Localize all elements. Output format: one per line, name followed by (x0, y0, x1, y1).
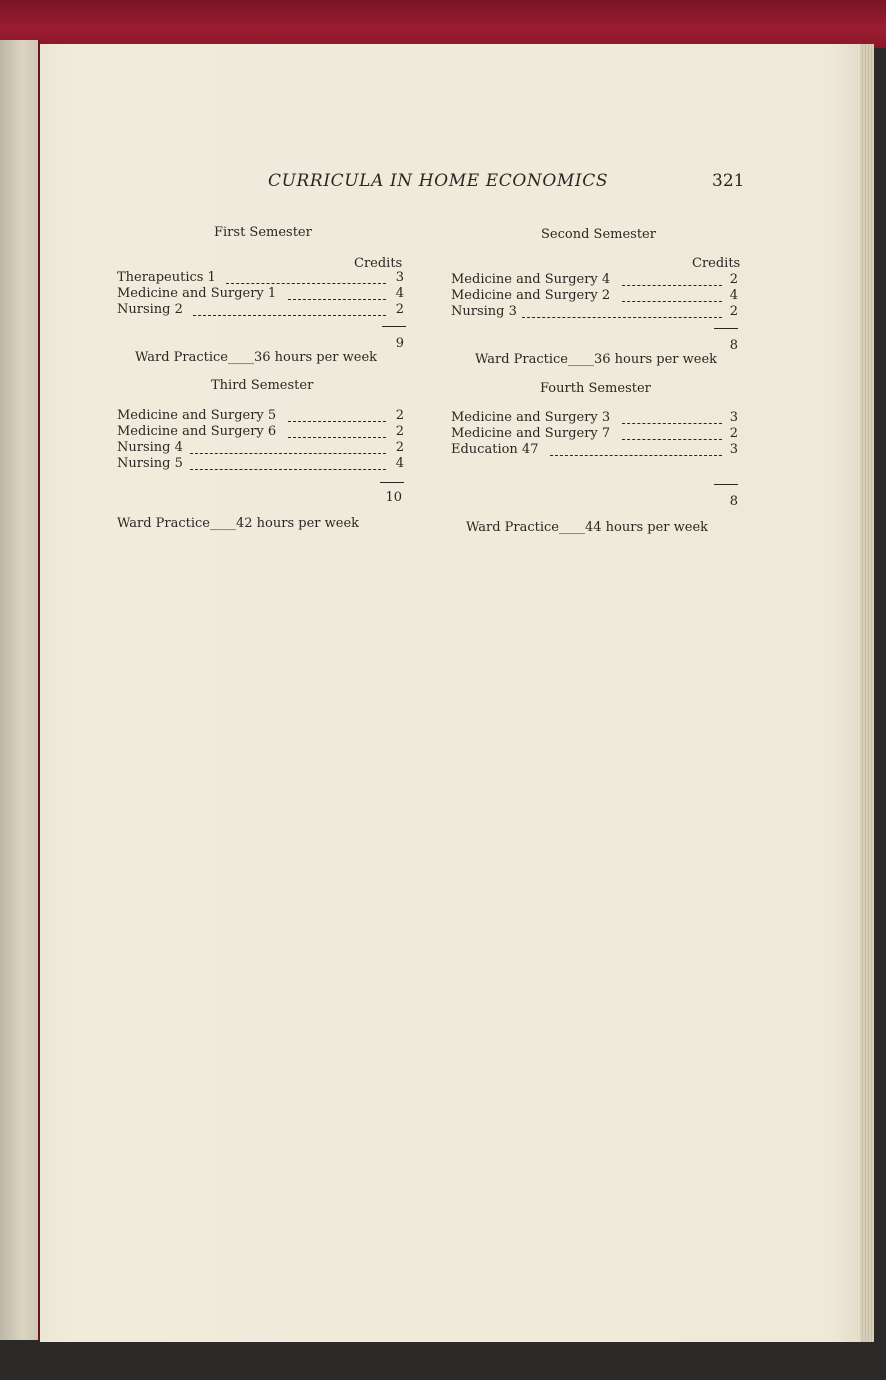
ward-practice: Ward Practice____44 hours per week (466, 520, 709, 535)
leader-dots (622, 422, 722, 424)
course-credits: 3 (729, 442, 738, 457)
running-title: CURRICULA IN HOME ECONOMICS (268, 171, 609, 191)
credits-total: 8 (729, 494, 738, 509)
ward-practice: Ward Practice____36 hours per week (475, 352, 718, 367)
leader-dots (622, 300, 722, 302)
credits-total: 10 (385, 490, 402, 505)
course-credits: 4 (729, 288, 738, 303)
credits-total: 9 (395, 336, 404, 351)
course-credits: 2 (395, 302, 404, 317)
course-credits: 3 (395, 270, 404, 285)
book-binding-top (0, 0, 886, 48)
course-credits: 4 (395, 286, 404, 301)
course-name: Nursing 4 (117, 440, 183, 455)
course-credits: 2 (729, 304, 738, 319)
credits-label: Credits (692, 256, 741, 271)
leader-dots (190, 452, 386, 454)
course-name: Therapeutics 1 (117, 270, 216, 285)
credits-label: Credits (354, 256, 403, 271)
course-name: Medicine and Surgery 7 (451, 426, 611, 441)
leader-dots (190, 468, 386, 470)
page-number: 321 (712, 171, 745, 191)
course-credits: 2 (395, 440, 404, 455)
leader-dots (622, 438, 722, 440)
course-credits: 4 (395, 456, 404, 471)
leader-dots (288, 436, 386, 438)
course-credits: 2 (395, 408, 404, 423)
course-name: Medicine and Surgery 1 (117, 286, 277, 301)
course-credits: 3 (729, 410, 738, 425)
credits-total: 8 (729, 338, 738, 353)
leader-dots (550, 454, 722, 456)
leader-dots (288, 298, 386, 300)
total-rule (714, 328, 738, 329)
book-page (40, 44, 860, 1342)
leader-dots (522, 316, 722, 318)
course-name: Medicine and Surgery 6 (117, 424, 277, 439)
semester-title: Second Semester (541, 227, 656, 242)
semester-title: First Semester (214, 225, 312, 240)
total-rule (380, 482, 404, 483)
leader-dots (226, 282, 386, 284)
semester-title: Fourth Semester (540, 381, 651, 396)
leader-dots (622, 284, 722, 286)
course-name: Medicine and Surgery 2 (451, 288, 611, 303)
course-name: Education 47 (451, 442, 539, 457)
course-name: Nursing 5 (117, 456, 183, 471)
ward-practice: Ward Practice____42 hours per week (117, 516, 360, 531)
leader-dots (193, 314, 386, 316)
total-rule (382, 326, 406, 327)
previous-page-edge (0, 40, 40, 1340)
ward-practice: Ward Practice____36 hours per week (135, 350, 378, 365)
course-name: Medicine and Surgery 4 (451, 272, 611, 287)
course-name: Medicine and Surgery 3 (451, 410, 611, 425)
course-name: Nursing 3 (451, 304, 517, 319)
book-binding-bottom (0, 1342, 886, 1380)
course-credits: 2 (395, 424, 404, 439)
page-stack-edge (860, 44, 874, 1342)
course-name: Nursing 2 (117, 302, 183, 317)
course-credits: 2 (729, 426, 738, 441)
total-rule (714, 484, 738, 485)
course-credits: 2 (729, 272, 738, 287)
course-name: Medicine and Surgery 5 (117, 408, 277, 423)
semester-title: Third Semester (211, 378, 314, 393)
leader-dots (288, 420, 386, 422)
